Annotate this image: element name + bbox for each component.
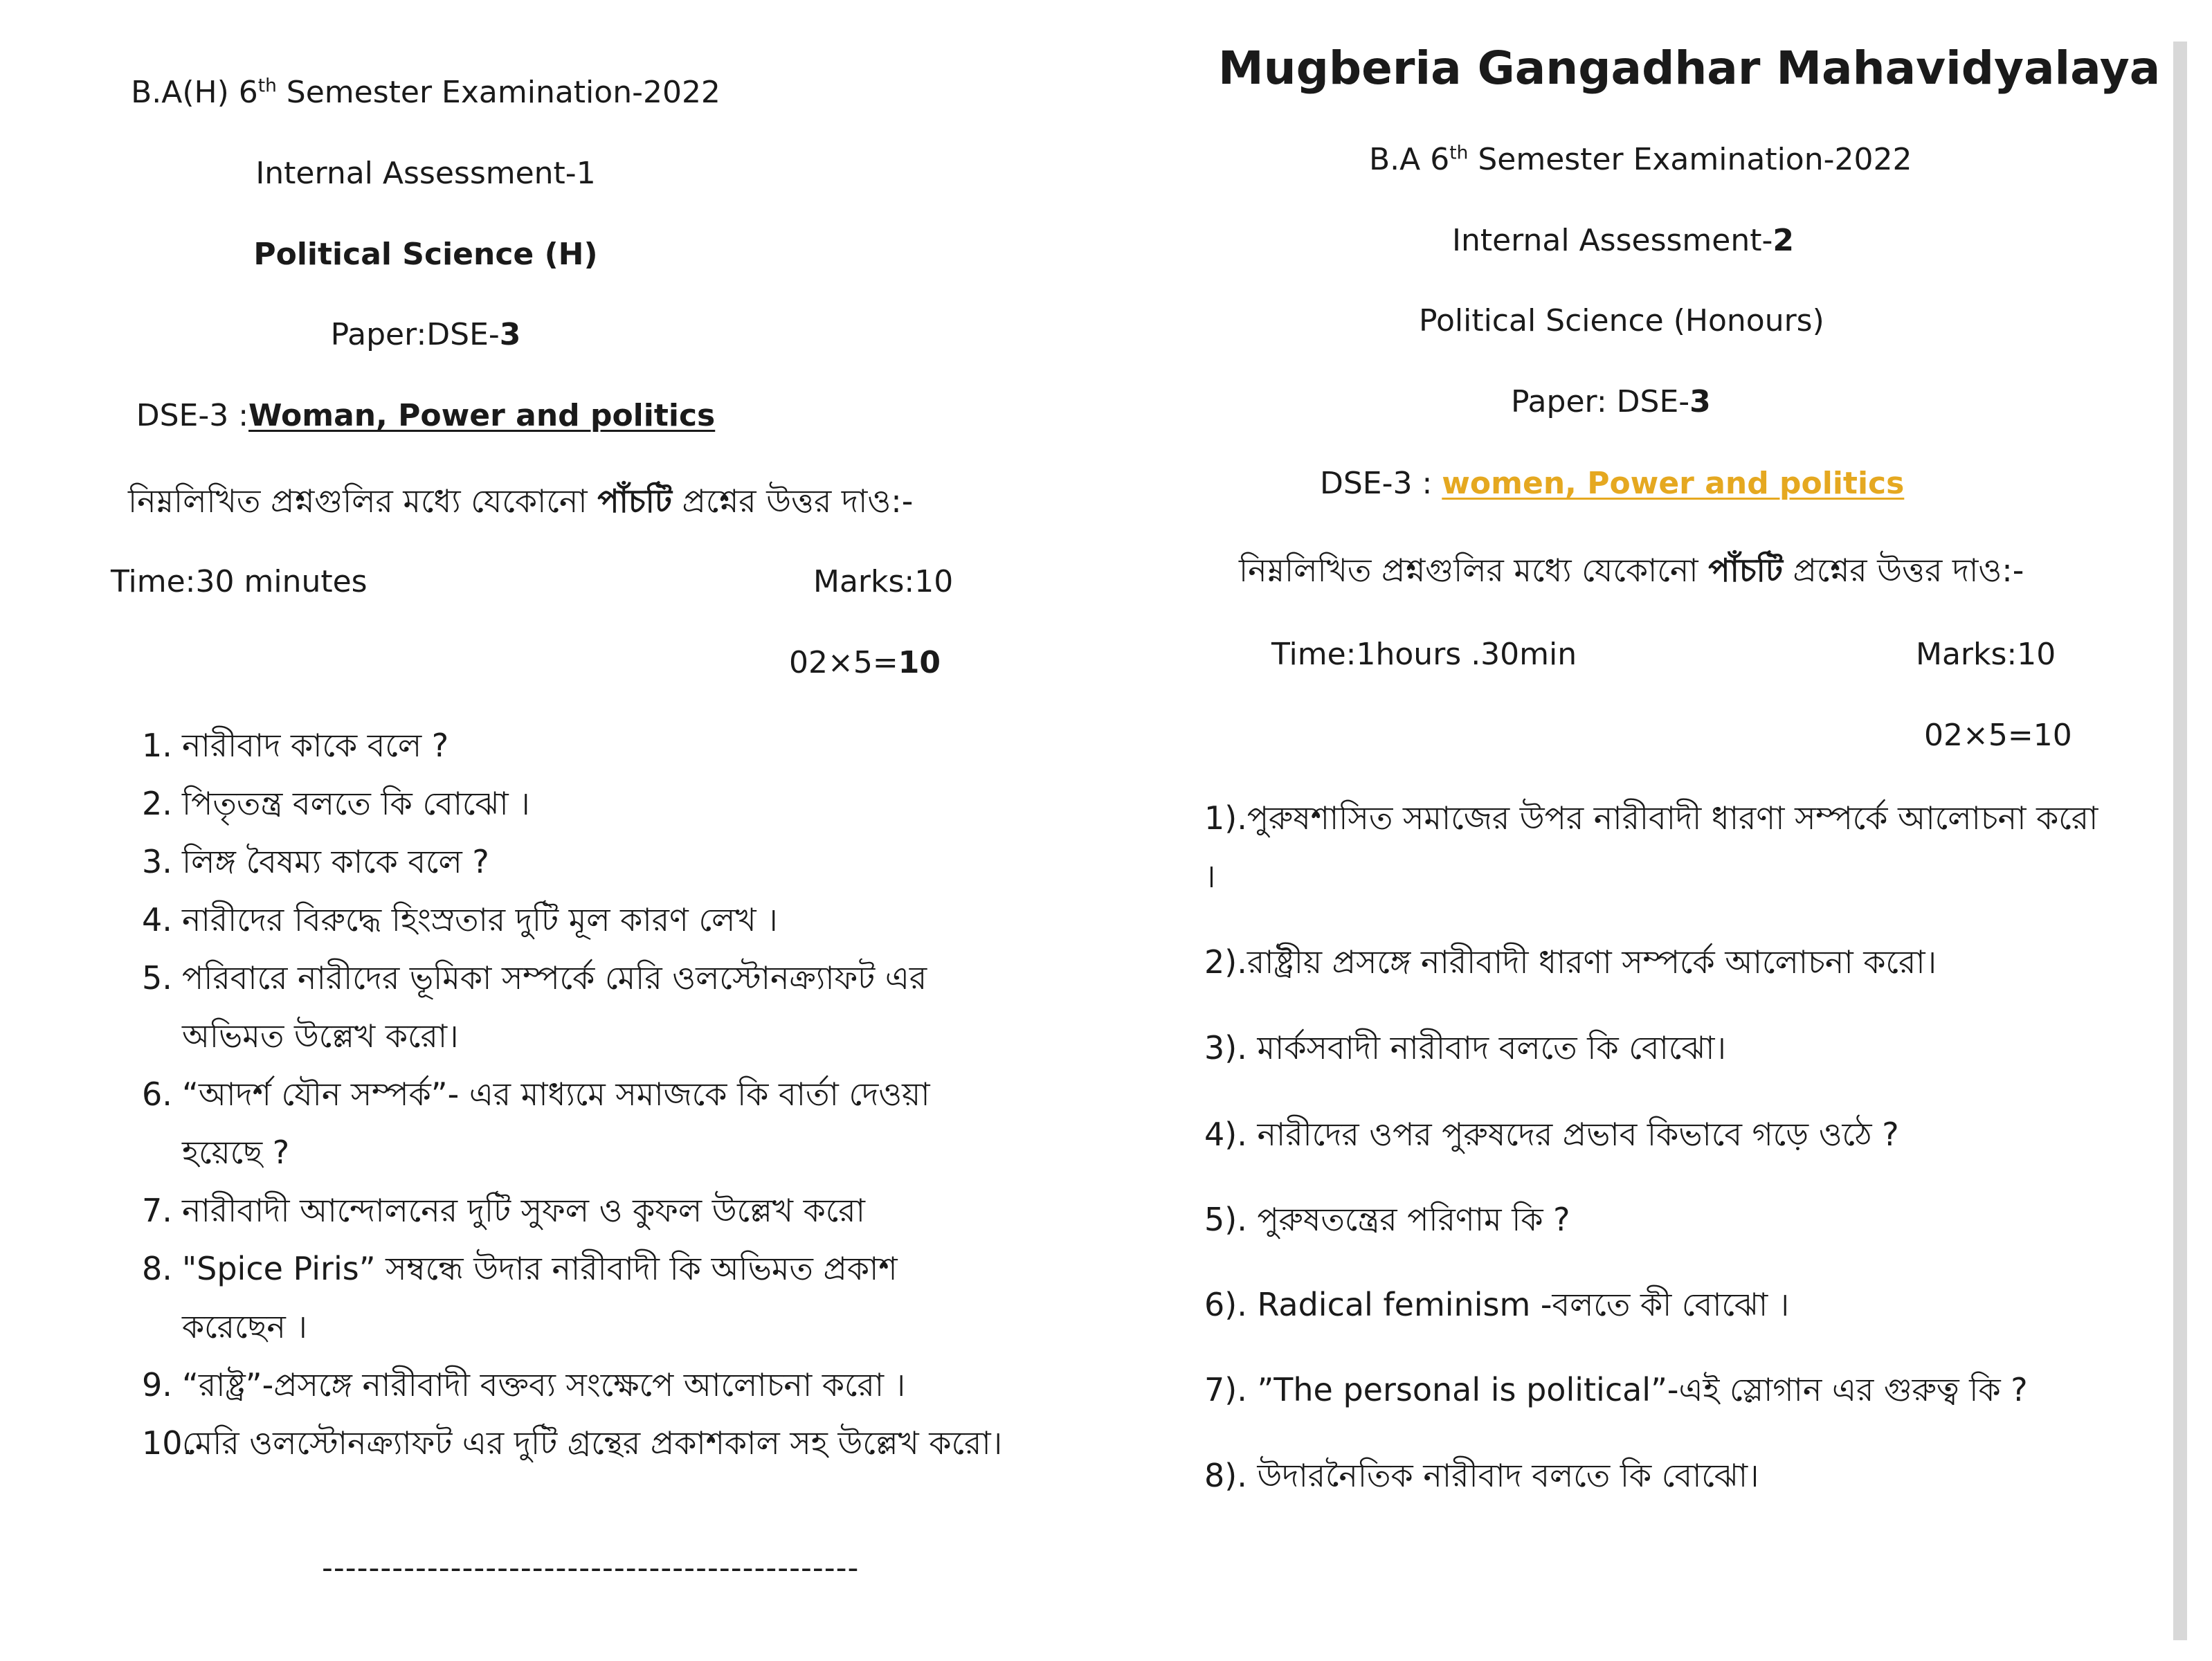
question-text: "Spice Piris” সম্বন্ধে উদার নারীবাদী কি অভিমত প্রকাশ করেছেন ।	[182, 1250, 898, 1345]
formula-pre: 02×5=	[789, 645, 898, 680]
right-assessment-pre: Internal Assessment-	[1452, 223, 1773, 258]
right-marks-formula: 02×5=10	[1924, 718, 2072, 753]
question-number: 3.	[142, 843, 172, 880]
dse-title	[0, 398, 1100, 433]
right-exam-sup: th	[1449, 142, 1469, 164]
instruction-bold: পাঁচটি	[597, 482, 672, 520]
list-item	[142, 1414, 1007, 1472]
list-item	[142, 1356, 1007, 1414]
paper-prefix: Paper:DSE-	[330, 317, 500, 352]
right-question-5: 5). পুরুষতন্ত্রের পরিণাম কি ?	[1204, 1201, 1570, 1238]
marks-label: Marks:10	[813, 564, 954, 599]
question-text: “আদর্শ যৌন সম্পর্ক”- এর মাধ্যমে সমাজকে কি বার্তা দেওয়া হয়েছে ?	[182, 1075, 930, 1171]
question-text: পিতৃতন্ত্র বলতে কি বোঝো ।	[182, 785, 530, 822]
page-edge-divider	[2173, 42, 2187, 1640]
right-subject-title: Political Science (Honours)	[1419, 303, 1824, 338]
right-question-3: 3). মার্কসবাদী নারীবাদ বলতে কি বোঝো।	[1204, 1029, 1726, 1067]
question-text: পরিবারে নারীদের ভূমিকা সম্পর্কে মেরি ওলস্টোনক্র্যাফট এর অভিমত উল্লেখ করো।	[182, 959, 927, 1055]
assessment-title: Internal Assessment-1	[255, 156, 596, 191]
right-question-1: 1).পুরুষশাসিত সমাজের উপর নারীবাদী ধারণা সম্পর্কে আলোচনা করো ।	[1204, 799, 2098, 895]
instruction-pre: নিম্নলিখিত প্রশ্নগুলির মধ্যে যেকোনো	[128, 482, 598, 520]
formula-bold: 10	[898, 645, 941, 680]
list-item	[142, 774, 1007, 833]
list-item	[142, 716, 1007, 774]
question-number: 10.	[142, 1424, 193, 1462]
left-question-paper	[0, 0, 1100, 1661]
question-list	[142, 716, 1007, 1472]
right-dse-course-name: women, Power and politics	[1442, 466, 1905, 501]
end-separator: ----------------------------------------------	[322, 1550, 860, 1586]
right-assessment-num: 2	[1773, 223, 1794, 258]
dse-prefix: DSE-3 :	[136, 398, 249, 433]
right-marks-label: Marks:10	[1916, 637, 2056, 672]
list-item	[142, 891, 1007, 949]
question-number: 6.	[142, 1075, 172, 1113]
list-item	[142, 1181, 1007, 1240]
right-dse-prefix: DSE-3 :	[1320, 466, 1442, 501]
right-paper-prefix: Paper: DSE-	[1511, 384, 1690, 419]
right-question-2: 2).রাষ্ট্রীয় প্রসঙ্গে নারীবাদী ধারণা সম্পর্কে আলোচনা করো।	[1204, 943, 1937, 981]
right-question-4: 4). নারীদের ওপর পুরুষদের প্রভাব কিভাবে গড়ে ওঠে ?	[1204, 1116, 1899, 1153]
question-number: 7.	[142, 1192, 172, 1229]
right-paper-num: 3	[1689, 384, 1711, 419]
right-question-6: 6). Radical feminism -বলতে কী বোঝো ।	[1204, 1286, 1790, 1323]
question-number: 5.	[142, 959, 172, 997]
question-text: নারীদের বিরুদ্ধে হিংস্রতার দুটি মূল কারণ লেখ ।	[182, 901, 778, 938]
right-exam-pre: B.A 6	[1369, 142, 1450, 177]
instruction-post: প্রশ্নের উত্তর দাও:-	[671, 482, 914, 520]
list-item	[142, 833, 1007, 891]
right-exam-post: Semester Examination-2022	[1468, 142, 1912, 177]
list-item	[142, 949, 1007, 1065]
marks-formula	[789, 645, 941, 680]
right-dse-title	[1320, 466, 1904, 501]
question-text: নারীবাদী আন্দোলনের দুটি সুফল ও কুফল উল্লেখ করো	[182, 1192, 865, 1229]
time-label: Time:30 minutes	[111, 564, 368, 599]
exam-title	[0, 75, 1100, 110]
right-instruction-line	[1239, 547, 2024, 599]
question-text: “রাষ্ট্র”-প্রসঙ্গে নারীবাদী বক্তব্য সংক্ষেপে আলোচনা করো ।	[182, 1366, 906, 1404]
right-instruction-post: প্রশ্নের উত্তর দাও:-	[1782, 552, 2024, 589]
question-number: 1.	[142, 727, 172, 764]
right-time-label: Time:1hours .30min	[1271, 637, 1577, 672]
right-assessment-title	[1452, 223, 1794, 258]
right-instruction-bold: পাঁচটি	[1708, 552, 1783, 589]
right-instruction-pre: নিম্নলিখিত প্রশ্নগুলির মধ্যে যেকোনো	[1239, 552, 1709, 589]
right-question-8: 8). উদারনৈতিক নারীবাদ বলতে কি বোঝো।	[1204, 1457, 1759, 1494]
dse-course-name: Woman, Power and politics	[248, 398, 716, 433]
college-title: Mugberia Gangadhar Mahavidyalaya	[1218, 42, 2161, 95]
question-number: 9.	[142, 1366, 172, 1404]
exam-title-pre: B.A(H) 6	[131, 75, 258, 110]
instruction-line	[128, 478, 913, 530]
exam-title-sup: th	[257, 75, 277, 97]
question-number: 8.	[142, 1250, 172, 1287]
exam-title-post: Semester Examination-2022	[276, 75, 720, 110]
question-text: মেরি ওলস্টোনক্র্যাফট এর দুটি গ্রন্থের প্রকাশকাল সহ উল্লেখ করো।	[182, 1424, 1003, 1462]
question-text: নারীবাদ কাকে বলে ?	[182, 727, 449, 764]
right-exam-title	[1369, 142, 1912, 177]
question-text: লিঙ্গ বৈষম্য কাকে বলে ?	[182, 843, 489, 880]
list-item	[142, 1240, 1007, 1356]
right-paper-title	[1511, 384, 1711, 419]
subject-title: Political Science (H)	[253, 237, 598, 272]
list-item	[142, 1065, 1007, 1181]
question-number: 2.	[142, 785, 172, 822]
right-question-7: 7). ”The personal is political”-এই স্লোগান এর গুরুত্ব কি ?	[1204, 1371, 2028, 1408]
paper-title	[0, 317, 1100, 352]
question-number: 4.	[142, 901, 172, 938]
paper-number: 3	[499, 317, 521, 352]
